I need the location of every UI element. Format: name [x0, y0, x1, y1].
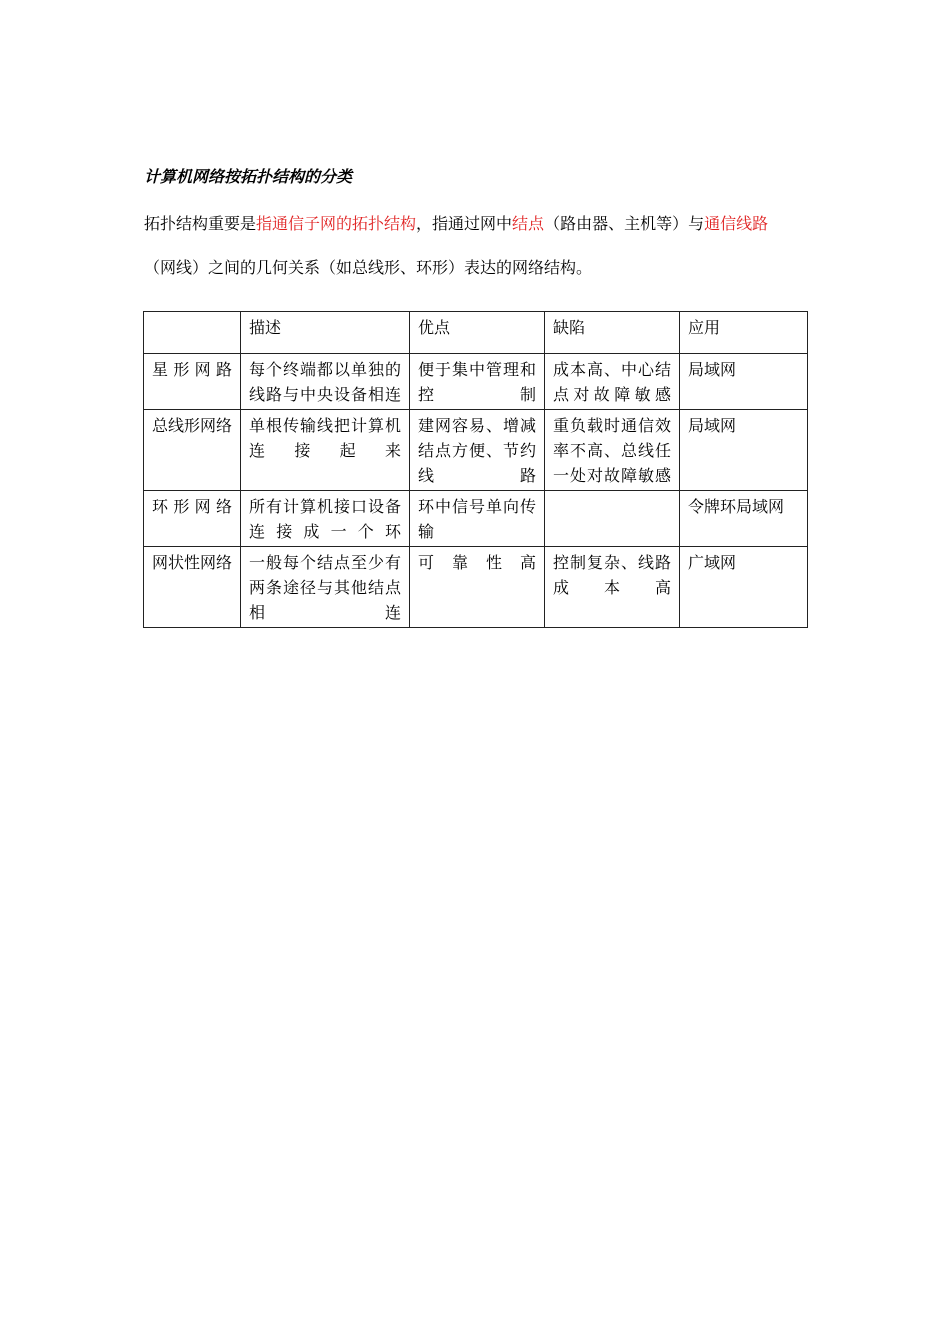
- description-cell: 所有计算机接口设备连接成一个环: [241, 491, 410, 547]
- header-cell: 应用: [680, 312, 808, 354]
- drawback-cell: 重负载时通信效率不高、总线任一处对故障敏感: [545, 410, 680, 491]
- advantage-cell: 建网容易、增减结点方便、节约线路: [410, 410, 545, 491]
- table-row: [144, 547, 808, 628]
- application-cell: 令牌环局域网: [680, 491, 808, 547]
- application-cell: 广域网: [680, 547, 808, 628]
- description-cell: 单根传输线把计算机连接起来: [241, 410, 410, 491]
- header-cell: 优点: [410, 312, 545, 354]
- topology-name-cell: 环形网络: [144, 491, 241, 547]
- advantage-cell: 环中信号单向传输: [410, 491, 545, 547]
- header-cell: 缺陷: [545, 312, 680, 354]
- topology-name-cell: 网状性网络: [144, 547, 241, 628]
- table-row: [144, 410, 808, 491]
- topology-name-cell: 星形网路: [144, 354, 241, 410]
- paragraph-text: ，指通过网中: [416, 214, 513, 233]
- description-cell: 一般每个结点至少有两条途径与其他结点相连: [241, 547, 410, 628]
- application-cell: 局域网: [680, 410, 808, 491]
- table-row: [144, 354, 808, 410]
- application-cell: 局域网: [680, 354, 808, 410]
- description-cell: 每个终端都以单独的线路与中央设备相连: [241, 354, 410, 410]
- header-cell: 描述: [241, 312, 410, 354]
- paragraph-line-2: [144, 246, 814, 290]
- topology-table: [143, 311, 808, 628]
- paragraph-line-1: [144, 202, 814, 246]
- highlight-text: 结点: [512, 214, 545, 233]
- table-row: [144, 491, 808, 547]
- topology-name-cell: 总线形网络: [144, 410, 241, 491]
- drawback-cell: 控制复杂、线路成本高: [545, 547, 680, 628]
- highlight-text: 指通信子网的拓扑结构: [256, 214, 417, 233]
- paragraph-text: （网线）之间的几何关系（如总线形、环形）表达的网络结构。: [144, 258, 593, 277]
- paragraph-text: （路由器、主机等）与: [544, 214, 705, 233]
- advantage-cell: 可靠性高: [410, 547, 545, 628]
- advantage-cell: 便于集中管理和控制: [410, 354, 545, 410]
- header-cell: [144, 312, 241, 354]
- highlight-text: 通信线路: [704, 214, 769, 233]
- section-title: 计算机网络按拓扑结构的分类: [144, 167, 353, 186]
- paragraph-text: 拓扑结构重要是: [144, 214, 257, 233]
- drawback-cell: 成本高、中心结点对故障敏感: [545, 354, 680, 410]
- drawback-cell: [545, 491, 680, 547]
- intro-paragraph: [144, 202, 814, 290]
- table-header-row: [144, 312, 808, 354]
